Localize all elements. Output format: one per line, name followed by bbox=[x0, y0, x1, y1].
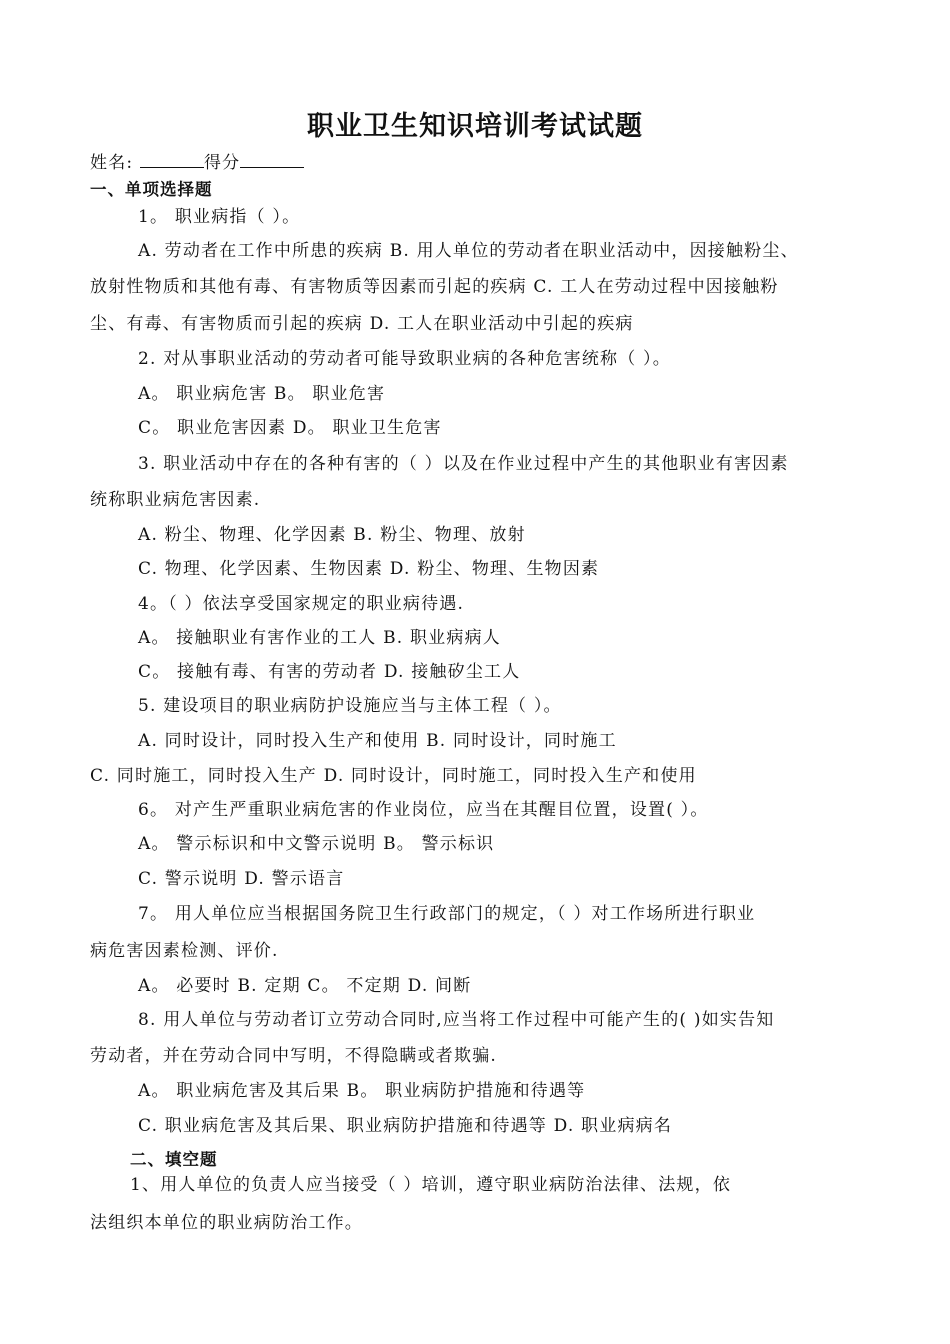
q7-stem-line1: 7。 用人单位应当根据国务院卫生行政部门的规定，（ ）对工作场所进行职业 bbox=[138, 904, 756, 924]
q6-options-ab: A。 警示标识和中文警示说明 B。 警示标识 bbox=[138, 834, 495, 854]
q3-options-cd: C. 物理、化学因素、生物因素 D. 粉尘、物理、生物因素 bbox=[138, 559, 600, 579]
q1-options-line2: 放射性物质和其他有毒、有害物质等因素而引起的疾病 C. 工人在劳动过程中因接触粉 bbox=[90, 277, 779, 297]
q3-stem-line2: 统称职业病危害因素. bbox=[90, 490, 261, 510]
q2-options-cd: C。 职业危害因素 D。 职业卫生危害 bbox=[138, 418, 442, 438]
name-label: 姓名: bbox=[90, 153, 134, 173]
q4-stem: 4。（ ）依法享受国家规定的职业病待遇. bbox=[138, 594, 465, 614]
page-title: 职业卫生知识培训考试试题 bbox=[307, 111, 643, 142]
q5-options-cd: C. 同时施工，同时投入生产 D. 同时设计，同时施工，同时投入生产和使用 bbox=[90, 766, 697, 786]
fill-q1-line1: 1、用人单位的负责人应当接受（ ）培训，遵守职业病防治法律、法规，依 bbox=[130, 1175, 732, 1195]
section2-heading: 二、填空题 bbox=[130, 1150, 218, 1169]
q8-stem-line1: 8. 用人单位与劳动者订立劳动合同时,应当将工作过程中可能产生的( )如实告知 bbox=[138, 1010, 775, 1030]
q2-stem: 2. 对从事职业活动的劳动者可能导致职业病的各种危害统称（ ）。 bbox=[138, 349, 671, 369]
q1-stem: 1。 职业病指（ ）。 bbox=[138, 207, 301, 227]
score-blank[interactable] bbox=[240, 152, 304, 168]
q4-options-cd: C。 接触有毒、有害的劳动者 D. 接触矽尘工人 bbox=[138, 662, 521, 682]
q3-options-ab: A. 粉尘、物理、化学因素 B. 粉尘、物理、放射 bbox=[138, 525, 526, 545]
q1-options-line3: 尘、有毒、有害物质而引起的疾病 D. 工人在职业活动中引起的疾病 bbox=[90, 314, 634, 334]
name-blank[interactable] bbox=[140, 152, 204, 168]
fill-q1-line2: 法组织本单位的职业病防治工作。 bbox=[90, 1213, 363, 1233]
q8-options-cd: C. 职业病危害及其后果、职业病防护措施和待遇等 D. 职业病病名 bbox=[138, 1116, 673, 1136]
name-score-line bbox=[90, 148, 304, 173]
q5-stem: 5. 建设项目的职业病防护设施应当与主体工程（ ）。 bbox=[138, 696, 562, 716]
q3-stem-line1: 3. 职业活动中存在的各种有害的（ ）以及在作业过程中产生的其他职业有害因素 bbox=[138, 454, 789, 474]
q7-options: A。 必要时 B. 定期 C。 不定期 D. 间断 bbox=[138, 976, 472, 996]
q2-options-ab: A。 职业病危害 B。 职业危害 bbox=[138, 384, 386, 404]
score-label: 得分 bbox=[203, 153, 241, 173]
q6-stem: 6。 对产生严重职业病危害的作业岗位，应当在其醒目位置，设置( ）。 bbox=[138, 800, 709, 820]
q5-options-ab: A. 同时设计，同时投入生产和使用 B. 同时设计，同时施工 bbox=[138, 731, 617, 751]
q8-options-ab: A。 职业病危害及其后果 B。 职业病防护措施和待遇等 bbox=[138, 1081, 586, 1101]
q4-options-ab: A。 接触职业有害作业的工人 B. 职业病病人 bbox=[138, 628, 501, 648]
q8-stem-line2: 劳动者，并在劳动合同中写明，不得隐瞒或者欺骗. bbox=[90, 1046, 498, 1066]
q7-stem-line2: 病危害因素检测、评价. bbox=[90, 941, 279, 961]
section1-heading: 一、单项选择题 bbox=[90, 180, 213, 199]
q1-options-line1: A. 劳动者在工作中所患的疾病 B. 用人单位的劳动者在职业活动中，因接触粉尘、 bbox=[138, 241, 799, 261]
q6-options-cd: C. 警示说明 D. 警示语言 bbox=[138, 869, 345, 889]
